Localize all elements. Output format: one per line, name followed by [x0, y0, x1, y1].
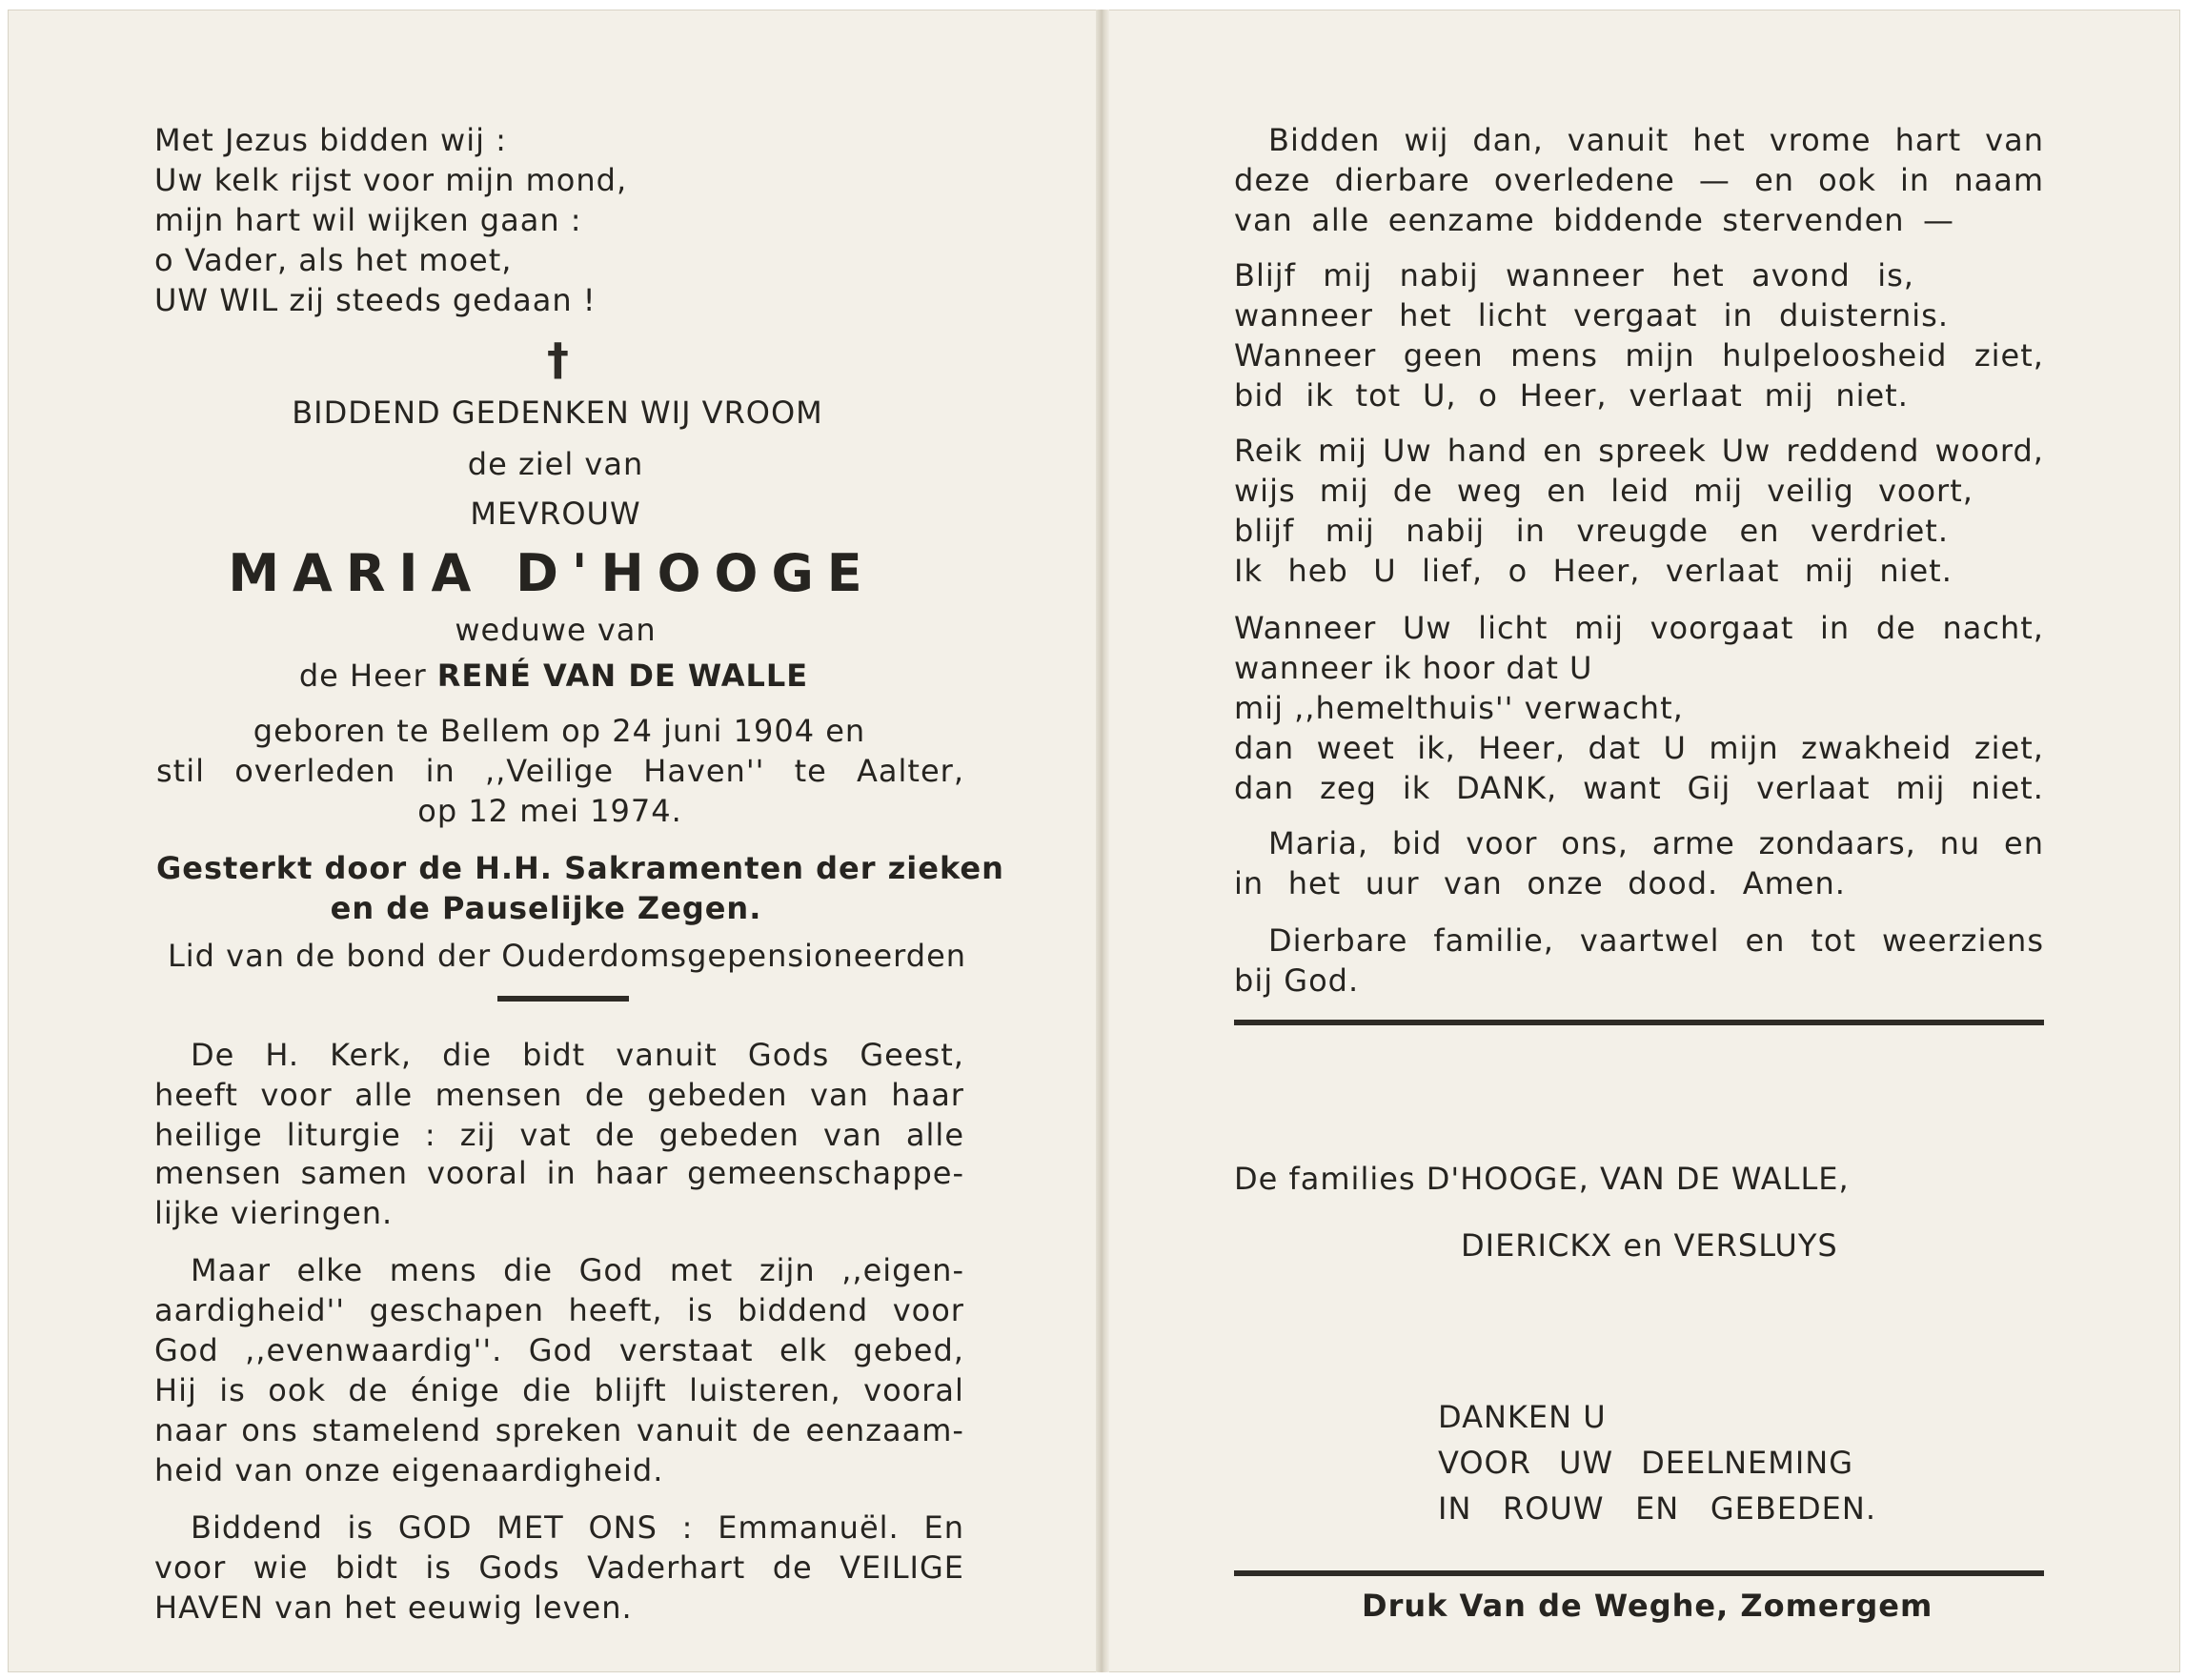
word: God	[154, 1332, 219, 1368]
word: Heer,	[1519, 377, 1608, 414]
sacraments-line: en de Pauselijke Zegen.	[330, 890, 762, 926]
stanza2-line	[1234, 473, 1973, 509]
word: UW	[1559, 1445, 1614, 1481]
word: die	[442, 1037, 493, 1073]
word: God	[578, 1252, 644, 1288]
word: gebed,	[853, 1332, 964, 1368]
word: de	[1875, 610, 1916, 646]
word: dan	[1234, 730, 1295, 766]
word: die	[522, 1372, 573, 1408]
word: mens	[1510, 337, 1598, 374]
poem-line: o Vader, als het moet,	[154, 242, 513, 278]
word: mij	[1574, 610, 1624, 646]
word: Dierbare	[1268, 922, 1408, 959]
word: woord,	[1934, 433, 2044, 469]
word: de	[595, 1117, 636, 1153]
word: mensen	[154, 1155, 282, 1191]
word: vat	[519, 1117, 572, 1153]
word: En	[923, 1509, 964, 1546]
word: alle	[354, 1077, 414, 1113]
word: voor	[1466, 825, 1538, 861]
word: U	[1373, 553, 1397, 589]
word: haar	[891, 1077, 964, 1113]
word: en	[2004, 825, 2044, 861]
widow-of: weduwe van	[455, 612, 657, 648]
divider	[1234, 1020, 2044, 1025]
word: in	[425, 753, 455, 789]
word: met	[669, 1252, 734, 1288]
word: tot	[1811, 922, 1857, 959]
word: voor	[154, 1549, 227, 1586]
word: mijn	[1709, 730, 1779, 766]
word: wijs	[1234, 473, 1296, 509]
word: elke	[296, 1252, 364, 1288]
families-line: DIERICKX en VERSLUYS	[1461, 1227, 1838, 1264]
para2-line: heid van onze eigenaardigheid.	[154, 1452, 664, 1488]
word: zondaars,	[1758, 825, 1916, 861]
word: verdriet.	[1811, 513, 1949, 549]
word: :	[424, 1117, 436, 1153]
para2-line	[154, 1372, 964, 1408]
word: vooral	[426, 1155, 528, 1191]
intro-line	[1234, 202, 1954, 238]
word: vergaat	[1573, 297, 1698, 334]
word: de	[751, 1412, 792, 1448]
word: Bidden	[1268, 122, 1381, 158]
word: eenzaam-	[805, 1412, 964, 1448]
word: Biddend	[191, 1509, 323, 1546]
cross-icon: †	[547, 334, 569, 385]
word: weerziens	[1881, 922, 2044, 959]
word: is	[219, 1372, 246, 1408]
word: VOOR	[1438, 1445, 1531, 1481]
word: mens	[389, 1252, 477, 1288]
word: Uw	[1383, 433, 1432, 469]
word: Amen.	[1742, 865, 1846, 901]
word: Reik	[1234, 433, 1303, 469]
word: GEBEDEN.	[1710, 1490, 1876, 1527]
word: dat	[1588, 730, 1641, 766]
word: voorgaat	[1650, 610, 1794, 646]
husband-prefix: de Heer	[298, 658, 427, 694]
sacraments-line: Gesterkt door de H.H. Sakramenten der zieken	[156, 850, 1004, 886]
word: van	[1234, 202, 1293, 238]
stanza1-line	[1234, 297, 1949, 334]
word: van	[810, 1077, 869, 1113]
word: God	[528, 1332, 594, 1368]
word: heilige	[154, 1117, 263, 1153]
word: onze	[1527, 865, 1604, 901]
word: liturgie	[286, 1117, 401, 1153]
word: ons	[241, 1412, 298, 1448]
word: VEILIGE	[840, 1549, 964, 1586]
word: spreek	[1598, 433, 1707, 469]
word: hand	[1447, 433, 1528, 469]
word: gebeden	[647, 1077, 788, 1113]
word: overledene	[1493, 162, 1675, 198]
word: mijn	[1625, 337, 1695, 374]
word: o	[1478, 377, 1498, 414]
word: blijft	[594, 1372, 667, 1408]
word: de	[772, 1549, 813, 1586]
maria-line	[1234, 865, 1846, 901]
divider	[497, 996, 629, 1002]
word: mij	[1804, 553, 1854, 589]
word: voor	[892, 1292, 964, 1328]
word: Heer,	[1552, 553, 1641, 589]
word: Kerk,	[330, 1037, 413, 1073]
word: ook	[268, 1372, 326, 1408]
word: het	[1692, 122, 1746, 158]
word: in	[546, 1155, 577, 1191]
word: duisternis.	[1779, 297, 1949, 334]
word: H.	[265, 1037, 300, 1073]
para2-line	[191, 1252, 964, 1288]
word: —	[1922, 202, 1954, 238]
word: van	[1444, 865, 1503, 901]
title: MEVROUW	[470, 496, 641, 532]
word: arme	[1651, 825, 1735, 861]
died-date: op 12 mei 1974.	[417, 793, 682, 829]
word: EN	[1635, 1490, 1680, 1527]
word: licht	[1477, 297, 1548, 334]
word: die	[503, 1252, 554, 1288]
word: nabij	[1406, 513, 1486, 549]
word: énige	[410, 1372, 500, 1408]
farewell-line: bij God.	[1234, 962, 1360, 999]
word: ik,	[1417, 730, 1456, 766]
word: en	[1739, 513, 1780, 549]
word: verlaat	[1756, 770, 1871, 806]
word: niet.	[1879, 553, 1953, 589]
word: weg	[1456, 473, 1524, 509]
word: Hij	[154, 1372, 197, 1408]
word: voort,	[1877, 473, 1973, 509]
para1-line	[154, 1117, 964, 1153]
word: luisteren,	[689, 1372, 841, 1408]
word: mij	[1325, 513, 1375, 549]
word: ,,Veilige	[484, 753, 615, 789]
word: is,	[1877, 257, 1914, 293]
word: familie,	[1433, 922, 1554, 959]
word: nabij	[1399, 257, 1479, 293]
word: van	[1985, 122, 2044, 158]
word: De	[191, 1037, 235, 1073]
stanza3-line	[1234, 770, 2044, 806]
stanza3-line	[1234, 730, 2044, 766]
word: heeft	[154, 1077, 238, 1113]
word: zeg	[1320, 770, 1377, 806]
word: weet	[1316, 730, 1395, 766]
word: en	[1754, 162, 1795, 198]
word: gemeenschappe-	[687, 1155, 964, 1191]
word: U,	[1423, 377, 1457, 414]
word: vanuit	[616, 1037, 718, 1073]
heading: BIDDEND GEDENKEN WIJ VROOM	[292, 395, 823, 431]
word: Emmanuël.	[718, 1509, 900, 1546]
word: ,,evenwaardig''.	[245, 1332, 503, 1368]
word: Haven''	[643, 753, 765, 789]
stanza2-line	[1234, 513, 1949, 549]
word: dood.	[1628, 865, 1719, 901]
word: vooral	[863, 1372, 964, 1408]
word: ik	[1402, 770, 1431, 806]
word: in	[1900, 162, 1931, 198]
stanza1-line	[1234, 337, 2044, 374]
word: —	[1698, 162, 1731, 198]
word: nu	[1939, 825, 1981, 861]
stanza3-line: wanneer ik hoor dat U	[1234, 650, 1593, 686]
word: ziet,	[1973, 337, 2044, 374]
died-line	[156, 753, 964, 789]
word: naam	[1953, 162, 2044, 198]
word: niet.	[1971, 770, 2044, 806]
word: Gods	[478, 1549, 560, 1586]
word: in	[1820, 610, 1851, 646]
word: bid	[1391, 825, 1443, 861]
word: het	[1287, 865, 1342, 901]
intro-line	[1234, 162, 2044, 198]
word: bidt	[522, 1037, 586, 1073]
poem-line: Uw kelk rijst voor mijn mond,	[154, 162, 628, 198]
poem-line: mijn hart wil wijken gaan :	[154, 202, 582, 238]
stanza1-line	[1234, 377, 1909, 414]
word: Aalter,	[857, 753, 964, 789]
husband-line	[149, 658, 959, 694]
para3-line	[191, 1509, 964, 1546]
word: van	[823, 1117, 882, 1153]
printer-line: Druk Van de Weghe, Zomergem	[1362, 1588, 1933, 1624]
word: mij	[1323, 257, 1373, 293]
word: alle	[905, 1117, 964, 1153]
word: veilig	[1767, 473, 1854, 509]
husband-name: RENÉ VAN DE WALLE	[436, 658, 809, 694]
para3-line	[154, 1549, 964, 1586]
word: is	[687, 1292, 714, 1328]
word: haar	[595, 1155, 669, 1191]
word: verstaat	[618, 1332, 754, 1368]
para1-line: lijke vieringen.	[154, 1195, 394, 1231]
word: dan	[1234, 770, 1295, 806]
word: alle	[1311, 202, 1370, 238]
word: ons,	[1561, 825, 1629, 861]
word: dan,	[1472, 122, 1544, 158]
word: hulpeloosheid	[1722, 337, 1948, 374]
word: stervenden	[1722, 202, 1905, 238]
word: biddende	[1553, 202, 1704, 238]
word: Uw	[1402, 610, 1452, 646]
para1-line	[191, 1037, 964, 1073]
para1-line	[154, 1155, 964, 1191]
word: vrome	[1769, 122, 1872, 158]
word: hart	[1894, 122, 1962, 158]
word: Uw	[1721, 433, 1771, 469]
word: in	[1234, 865, 1265, 901]
word: Vaderhart	[587, 1549, 746, 1586]
word: aardigheid''	[154, 1292, 346, 1328]
word: mij	[1319, 473, 1369, 509]
stanza3-line: mij ,,hemelthuis'' verwacht,	[1234, 690, 1684, 726]
word: het	[1671, 257, 1725, 293]
maria-line	[1268, 825, 2044, 861]
thanks-line	[1438, 1445, 1853, 1481]
word: vaartwel	[1579, 922, 1720, 959]
word: tot	[1355, 377, 1402, 414]
word: zijn	[759, 1252, 816, 1288]
stanza2-line	[1234, 553, 1953, 589]
word: lief,	[1422, 553, 1484, 589]
word: mij	[1693, 473, 1744, 509]
word: MET	[496, 1509, 564, 1546]
divider	[1234, 1570, 2044, 1576]
stanza2-line	[1234, 433, 2044, 469]
deceased-name: MARIA D'HOOGE	[228, 543, 876, 603]
member-line: Lid van de bond der Ouderdomsgepensioneerden	[167, 938, 967, 974]
word: Geest,	[860, 1037, 964, 1073]
word: wij	[1404, 122, 1449, 158]
word: heeft,	[568, 1292, 663, 1328]
word: ziet,	[1973, 730, 2044, 766]
word: DANK,	[1456, 770, 1558, 806]
families-line: De families D'HOOGE, VAN DE WALLE,	[1234, 1161, 1850, 1197]
word: Wanneer	[1234, 610, 1377, 646]
word: niet.	[1835, 377, 1909, 414]
word: spreken	[495, 1412, 623, 1448]
word: GOD	[397, 1509, 473, 1546]
word: blijf	[1234, 513, 1295, 549]
word: bidt	[334, 1549, 398, 1586]
word: overleden	[234, 753, 396, 789]
word: deze	[1234, 162, 1311, 198]
thanks-line: DANKEN U	[1438, 1399, 1607, 1435]
word: in	[1723, 297, 1753, 334]
word: DEELNEMING	[1641, 1445, 1853, 1481]
para2-line	[154, 1332, 964, 1368]
word: is	[425, 1549, 452, 1586]
word: reddend	[1786, 433, 1920, 469]
word: Wanneer	[1234, 337, 1377, 374]
word: zwakheid	[1801, 730, 1953, 766]
word: wanneer	[1234, 297, 1373, 334]
word: Gij	[1687, 770, 1731, 806]
word: wie	[253, 1549, 309, 1586]
word: stamelend	[312, 1412, 482, 1448]
word: te	[794, 753, 827, 789]
word: zij	[459, 1117, 496, 1153]
word: Maria,	[1268, 825, 1369, 861]
word: heb	[1287, 553, 1348, 589]
word: Heer,	[1478, 730, 1567, 766]
born-line: geboren te Bellem op 24 juni 1904 en	[253, 713, 866, 749]
farewell-line	[1268, 922, 2044, 959]
word: IN	[1438, 1490, 1472, 1527]
word: ,,eigen-	[841, 1252, 964, 1288]
word: samen	[300, 1155, 409, 1191]
para3-line: HAVEN van het eeuwig leven.	[154, 1589, 633, 1626]
word: Maar	[191, 1252, 271, 1288]
word: elk	[779, 1332, 828, 1368]
word: stil	[156, 753, 205, 789]
word: is	[347, 1509, 374, 1546]
word: vanuit	[636, 1412, 739, 1448]
intro-line	[1268, 122, 2044, 158]
stanza3-line	[1234, 610, 2044, 646]
word: en	[1543, 433, 1584, 469]
word: ik	[1306, 377, 1334, 414]
word: dierbare	[1334, 162, 1470, 198]
word: verlaat	[1665, 553, 1780, 589]
word: gebeden	[658, 1117, 800, 1153]
word: mij	[1895, 770, 1946, 806]
word: Ik	[1234, 553, 1263, 589]
card-fold	[1096, 10, 1109, 1672]
word: o	[1508, 553, 1528, 589]
word: uur	[1365, 865, 1420, 901]
word: en	[1745, 922, 1786, 959]
word: voor	[260, 1077, 333, 1113]
word: vreugde	[1576, 513, 1710, 549]
word: geschapen	[369, 1292, 545, 1328]
thanks-line	[1438, 1490, 1876, 1527]
word: de	[584, 1077, 625, 1113]
word: ROUW	[1502, 1490, 1605, 1527]
word: :	[681, 1509, 694, 1546]
word: de	[348, 1372, 389, 1408]
word: Gods	[747, 1037, 830, 1073]
para2-line	[154, 1292, 964, 1328]
word: in	[1515, 513, 1546, 549]
soul-of: de ziel van	[467, 446, 644, 482]
word: wanneer	[1505, 257, 1645, 293]
word: mij	[1764, 377, 1814, 414]
stanza1-line	[1234, 257, 1914, 293]
word: licht	[1478, 610, 1548, 646]
word: verlaat	[1629, 377, 1743, 414]
word: U	[1663, 730, 1687, 766]
word: nacht,	[1942, 610, 2044, 646]
word: bid	[1234, 377, 1285, 414]
word: Blijf	[1234, 257, 1296, 293]
word: naar	[154, 1412, 228, 1448]
word: de	[1392, 473, 1433, 509]
para2-line	[154, 1412, 964, 1448]
word: ook	[1818, 162, 1876, 198]
word: geen	[1403, 337, 1484, 374]
word: want	[1583, 770, 1662, 806]
para1-line	[154, 1077, 964, 1113]
word: eenzame	[1387, 202, 1535, 238]
poem-line: Met Jezus bidden wij :	[154, 122, 507, 158]
word: en	[1547, 473, 1588, 509]
word: leid	[1610, 473, 1670, 509]
word: mensen	[435, 1077, 563, 1113]
word: biddend	[738, 1292, 869, 1328]
word: het	[1399, 297, 1452, 334]
word: ONS	[588, 1509, 658, 1546]
word: mij	[1317, 433, 1367, 469]
word: vanuit	[1567, 122, 1670, 158]
word: avond	[1751, 257, 1851, 293]
poem-line: UW WIL zij steeds gedaan !	[154, 282, 597, 318]
